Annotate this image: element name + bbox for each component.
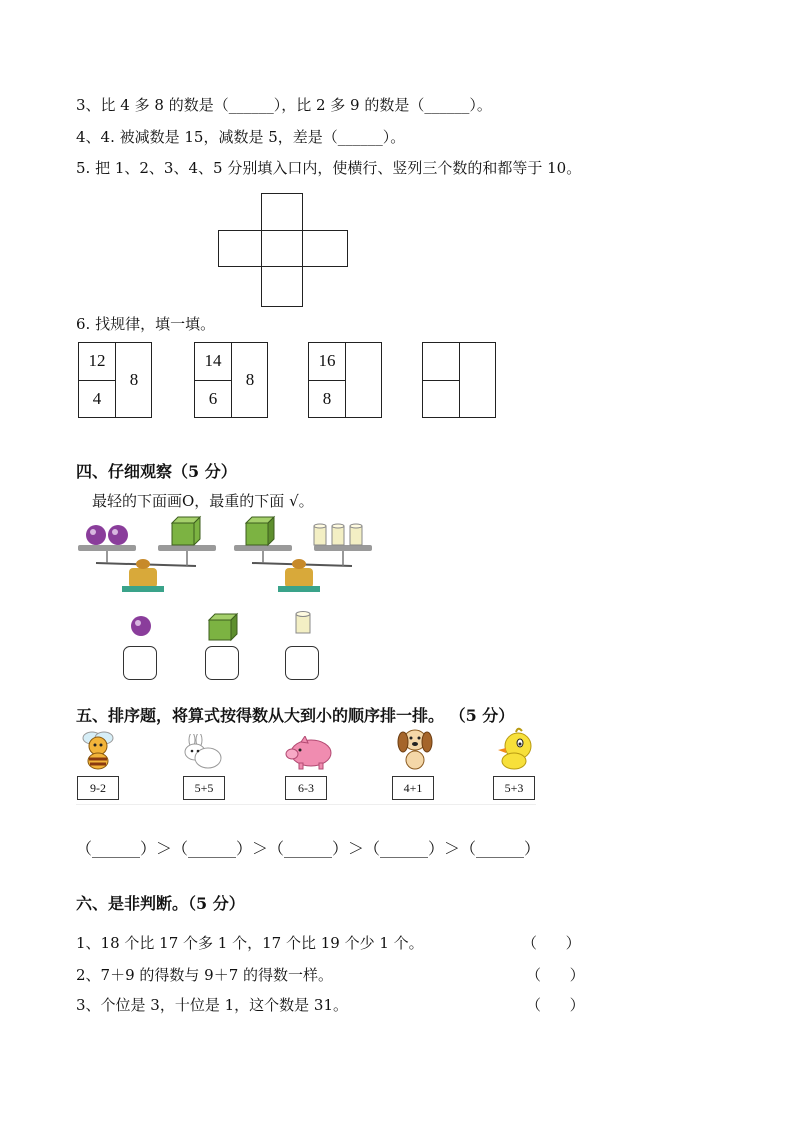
question-4: 4、4. 被减数是 15，减数是 5，差是（______）。 — [76, 128, 406, 146]
judgement-answer-2[interactable]: （ ） — [526, 966, 585, 984]
bee-icon — [78, 726, 118, 772]
expression-box: 4+1 — [392, 776, 434, 800]
cross-cell-bottom[interactable] — [261, 266, 303, 307]
question-3: 3、比 4 多 8 的数是（______），比 2 多 9 的数是（______）。 — [76, 96, 492, 114]
expression-box: 6-3 — [285, 776, 327, 800]
expression-box: 9-2 — [77, 776, 119, 800]
section-5-title: 五、排序题，将算式按得数从大到小的顺序排一排。 （5 分） — [76, 706, 515, 725]
cube-icon — [207, 612, 239, 642]
animal-strip — [76, 724, 536, 805]
ordering-answer-line[interactable]: （______）＞（______）＞（______）＞（______）＞（______） — [76, 839, 541, 858]
scale-2 — [234, 517, 372, 592]
answer-box-cylinder[interactable] — [285, 646, 319, 680]
rabbit-icon — [178, 734, 224, 770]
judgement-item-1: 1、18 个比 17 个多 1 个，17 个比 19 个少 1 个。 — [76, 934, 424, 952]
section-4-title: 四、仔细观察（5 分） — [76, 462, 237, 481]
pattern-bottom: 6 — [208, 389, 218, 408]
pattern-right: 8 — [129, 370, 139, 389]
cross-cell-left[interactable] — [218, 230, 262, 267]
cross-cell-top[interactable] — [261, 193, 303, 231]
scale-1 — [78, 517, 216, 592]
answer-box-cube[interactable] — [205, 646, 239, 680]
dog-icon — [395, 726, 435, 772]
question-5: 5. 把 1、2、3、4、5 分别填入口内，使横行、竖列三个数的和都等于 10。 — [76, 159, 582, 177]
question-6: 6. 找规律，填一填。 — [76, 315, 216, 333]
pattern-bottom: 8 — [322, 389, 332, 408]
expression-box: 5+3 — [493, 776, 535, 800]
ball-icon — [128, 614, 156, 640]
balance-scales-illustration — [76, 514, 376, 596]
judgement-item-2: 2、7＋9 的得数与 9＋7 的得数一样。 — [76, 966, 334, 984]
pattern-bottom: 4 — [92, 389, 102, 408]
section-4-instruction: 最轻的下面画O，最重的下面 √。 — [92, 492, 314, 510]
judgement-answer-3[interactable]: （ ） — [526, 996, 585, 1014]
pig-icon — [283, 736, 335, 770]
pattern-top: 16 — [318, 351, 336, 370]
cylinder-icon — [294, 610, 312, 636]
expression-box: 5+5 — [183, 776, 225, 800]
pattern-top: 14 — [204, 351, 222, 370]
section-6-title: 六、是非判断。（5 分） — [76, 894, 245, 913]
answer-box-ball[interactable] — [123, 646, 157, 680]
pattern-right: 8 — [245, 370, 255, 389]
chick-icon — [496, 726, 538, 772]
judgement-item-3: 3、个位是 3，十位是 1，这个数是 31。 — [76, 996, 349, 1014]
judgement-answer-1[interactable]: （ ） — [522, 934, 581, 952]
cross-cell-center[interactable] — [261, 230, 303, 267]
pattern-top: 12 — [88, 351, 106, 370]
cross-cell-right[interactable] — [302, 230, 348, 267]
